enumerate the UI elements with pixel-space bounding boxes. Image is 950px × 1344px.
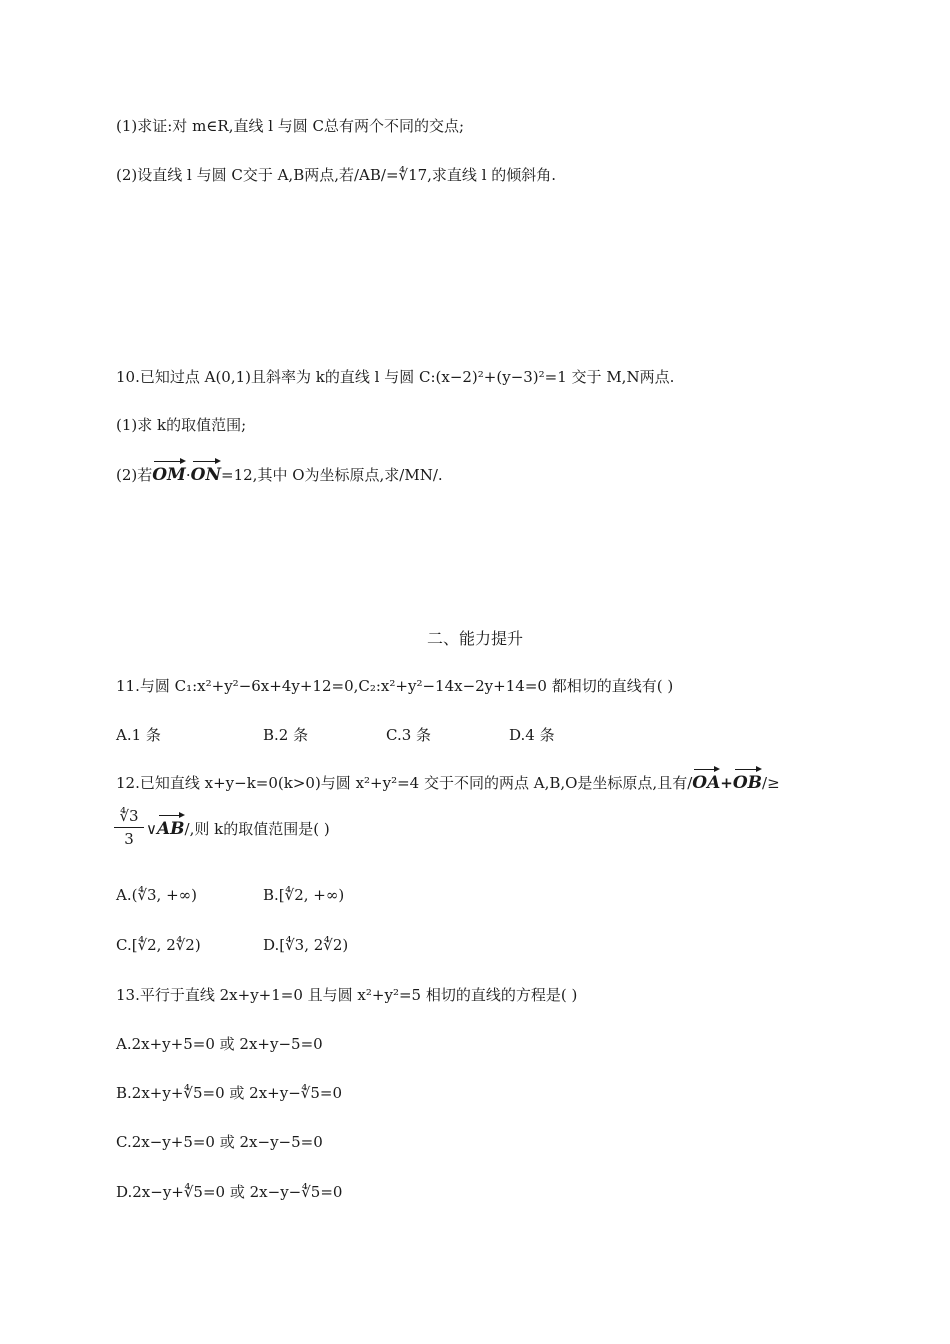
q10-part2-prefix: (2)若 [116, 466, 153, 484]
vector-oa: OA [692, 773, 721, 793]
q12-stem [116, 772, 780, 794]
q10-stem: 10.已知过点 A(0,1)且斜率为 k的直线 l 与圆 C:(x−2)²+(y−3)²=1 交于 M,N两点. [116, 368, 675, 386]
q11-option-a: A.1 条 [116, 726, 161, 744]
vector-ab: AB [156, 819, 185, 839]
q9-part2: (2)设直线 l 与圆 C交于 A,B两点,若/AB/=∜17,求直线 l 的倾斜角. [116, 166, 557, 184]
fraction-denominator: 3 [124, 830, 134, 848]
q13-option-c: C.2x−y+5=0 或 2x−y−5=0 [116, 1133, 323, 1151]
q10-part1: (1)求 k的取值范围; [116, 416, 247, 434]
q13-stem: 13.平行于直线 2x+y+1=0 且与圆 x²+y²=5 相切的直线的方程是( ) [116, 986, 578, 1004]
q12-stem-prefix: 12.已知直线 x+y−k=0(k>0)与圆 x²+y²=4 交于不同的两点 A,B,O是坐标原点,且有/ [116, 774, 693, 792]
q12-option-c: C.[∜2, 2∜2) [116, 936, 201, 954]
fraction-numerator: ∜3 [114, 806, 144, 828]
q11-option-d: D.4 条 [509, 726, 555, 744]
q12-cont-suffix: /,则 k的取值范围是( ) [184, 820, 330, 838]
q13-option-a: A.2x+y+5=0 或 2x+y−5=0 [116, 1035, 323, 1053]
q12-cont-prefix: ∨ [146, 820, 157, 838]
vector-om: OM [152, 465, 186, 485]
q12-option-b: B.[∜2, +∞) [263, 886, 345, 904]
q9-part1: (1)求证:对 m∈R,直线 l 与圆 C总有两个不同的交点; [116, 117, 465, 135]
plus-operator: + [720, 774, 733, 792]
q12-option-d: D.[∜3, 2∜2) [263, 936, 349, 954]
q11-stem: 11.与圆 C₁:x²+y²−6x+4y+12=0,C₂:x²+y²−14x−2y+14=0 都相切的直线有( ) [116, 677, 674, 695]
vector-ob: OB [732, 773, 763, 793]
q10-part2 [116, 464, 443, 486]
dot-operator: · [185, 466, 191, 484]
q11-option-b: B.2 条 [263, 726, 309, 744]
q13-option-b: B.2x+y+∜5=0 或 2x+y−∜5=0 [116, 1084, 342, 1102]
q12-continuation [146, 818, 330, 840]
vector-on: ON [190, 465, 222, 485]
q12-stem-suffix: /≥ [762, 774, 780, 792]
q10-part2-suffix: =12,其中 O为坐标原点,求/MN/. [221, 466, 443, 484]
q11-option-c: C.3 条 [386, 726, 432, 744]
q12-option-a: A.(∜3, +∞) [116, 886, 198, 904]
q13-option-d: D.2x−y+∜5=0 或 2x−y−∜5=0 [116, 1183, 343, 1201]
fraction [114, 806, 144, 850]
section-title: 二、能力提升 [426, 629, 523, 648]
